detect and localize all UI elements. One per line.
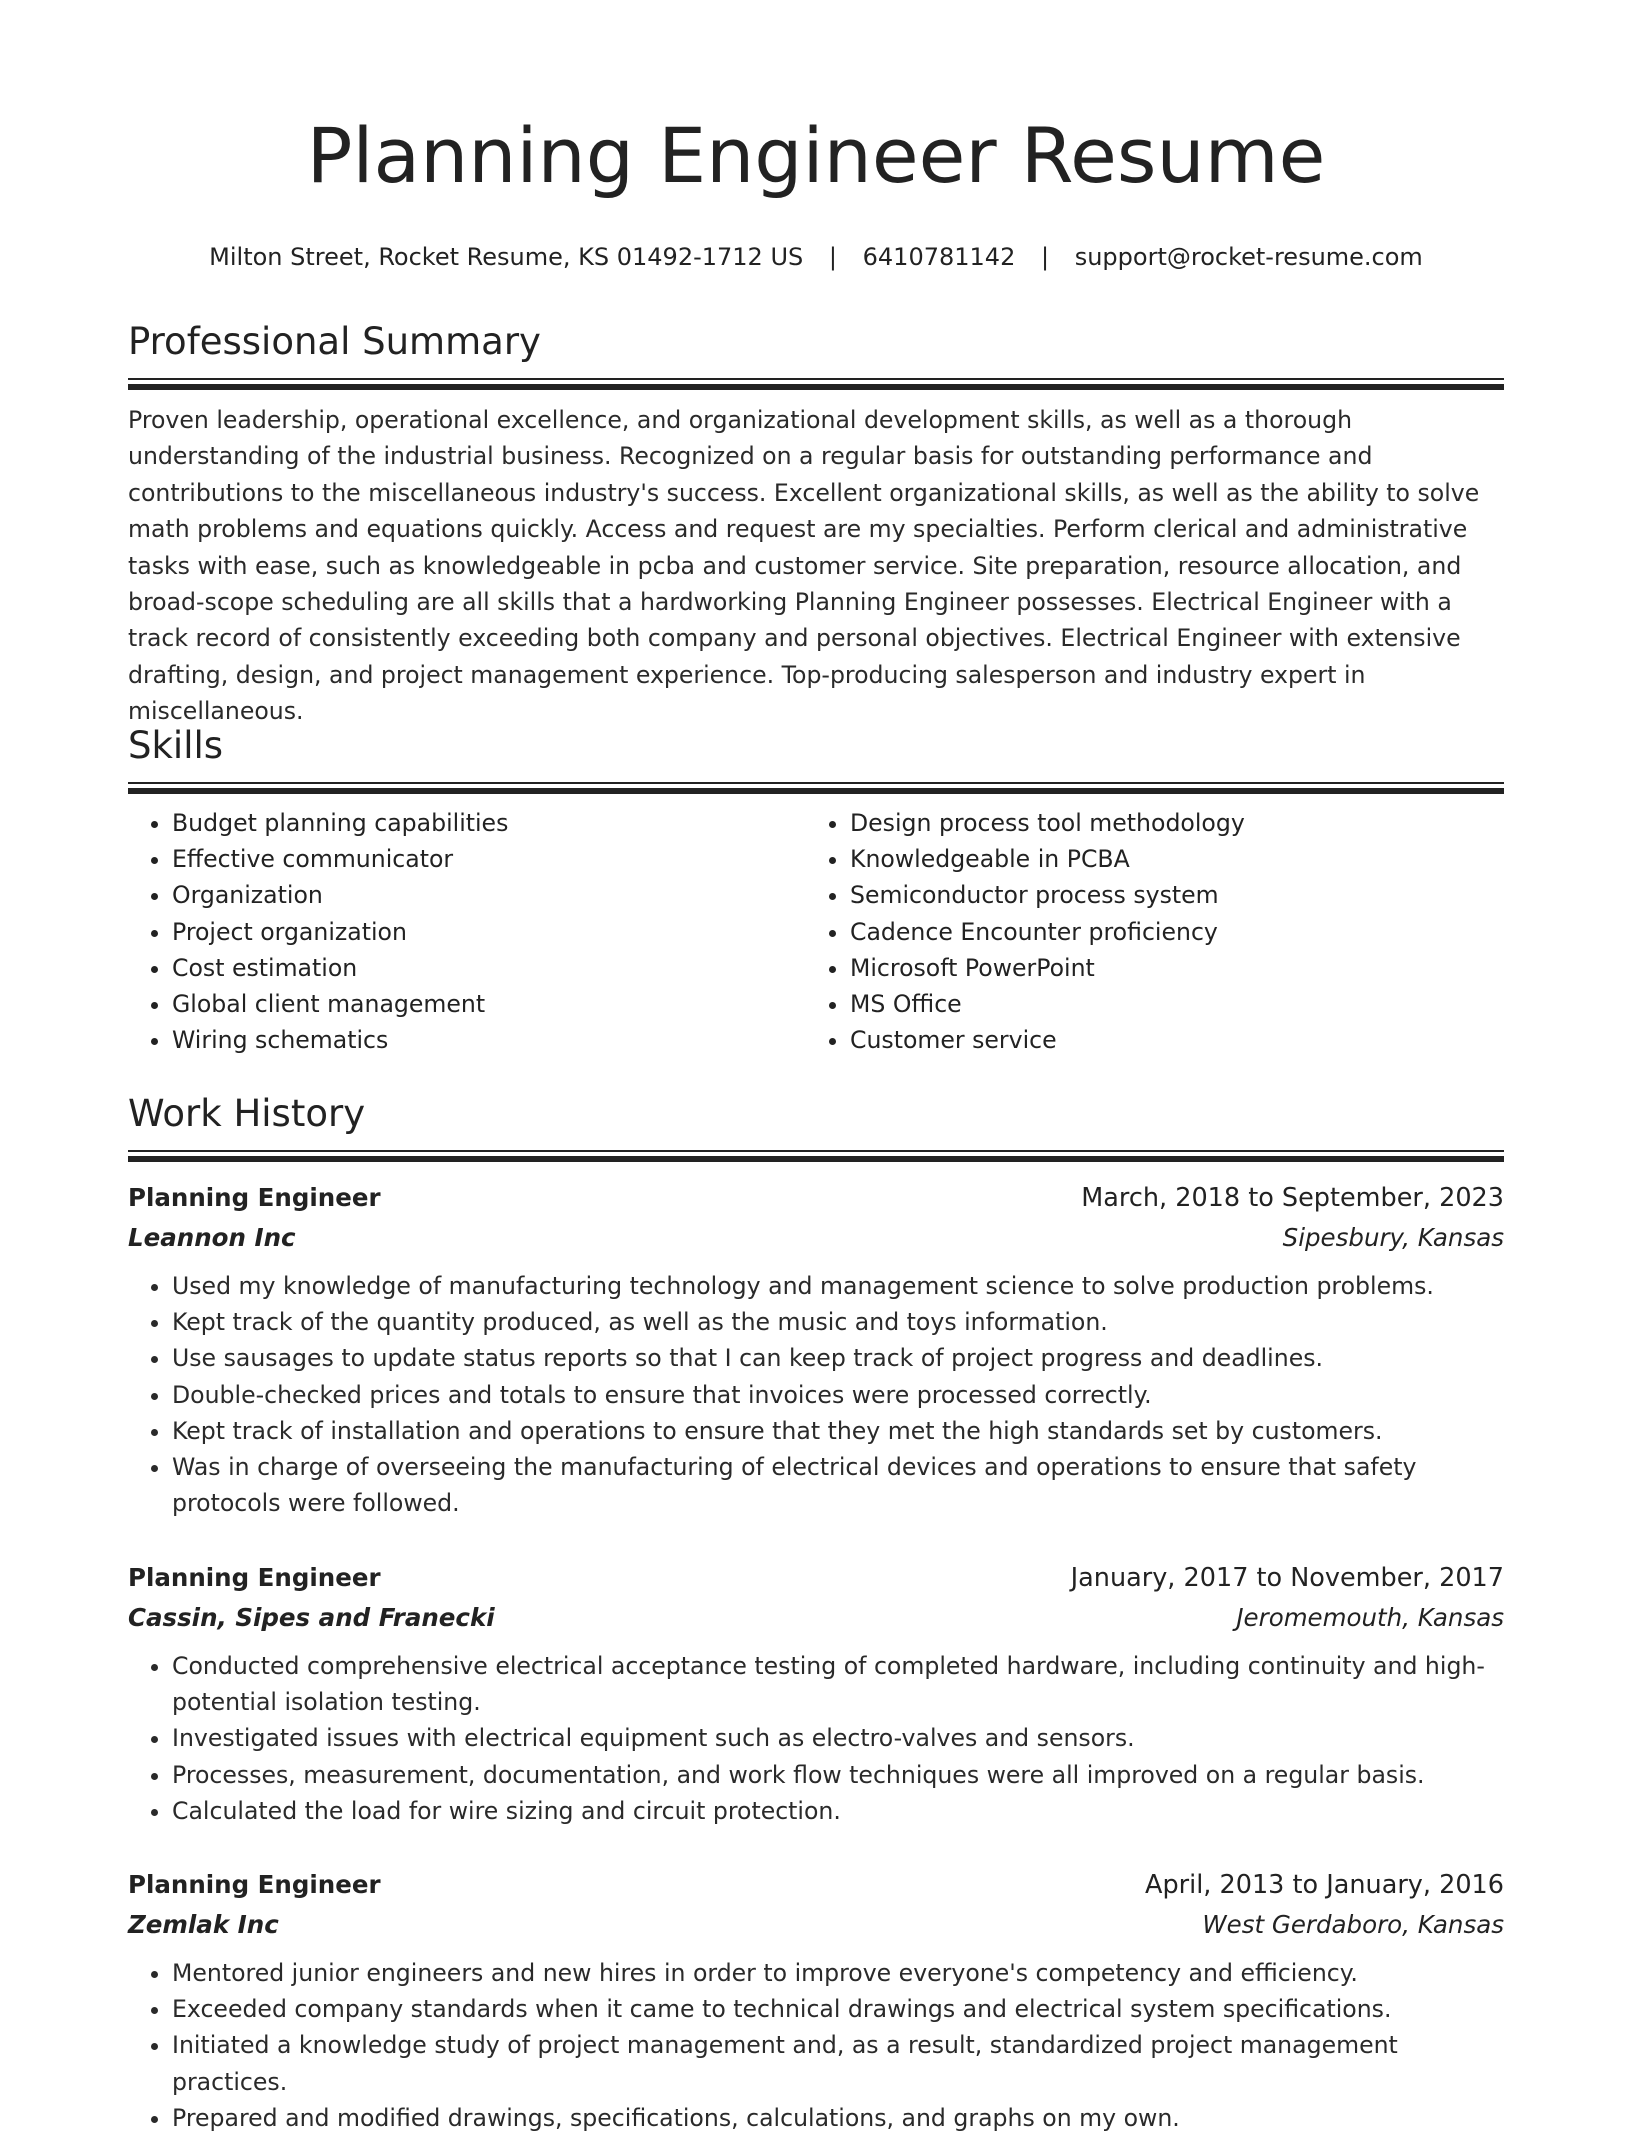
skill-item: • Effective communicator [172, 841, 806, 877]
skills-right-list [806, 805, 1484, 1058]
skills-left-list [128, 805, 806, 1058]
skill-item: • Design process tool methodology [850, 805, 1484, 841]
job-header-row [128, 1178, 1504, 1218]
skill-item: • Wiring schematics [172, 1022, 806, 1058]
summary-heading: Professional Summary [128, 320, 541, 363]
job-header-row [128, 1558, 1504, 1598]
job-dates: January, 2017 to November, 2017 [1070, 1563, 1504, 1593]
skill-item: • Customer service [850, 1022, 1484, 1058]
skill-item: • Cadence Encounter proficiency [850, 914, 1484, 950]
job-duties-list [128, 1268, 1504, 1521]
job-entry [128, 1865, 1504, 2136]
job-duty: • Processes, measurement, documentation, and work flow techniques were all improved on a regular basis. [172, 1757, 1504, 1793]
job-duty: • Mentored junior engineers and new hires in order to improve everyone's competency and efficiency. [172, 1955, 1504, 1991]
skill-item: • Organization [172, 877, 806, 913]
job-duty: • Initiated a knowledge study of project management and, as a result, standardized project management practices. [172, 2027, 1504, 2099]
job-duty: • Use sausages to update status reports so that I can keep track of project progress and deadlines. [172, 1340, 1504, 1376]
contact-separator: | [828, 243, 837, 271]
skill-item: • MS Office [850, 986, 1484, 1022]
summary-text: Proven leadership, operational excellence, and organizational development skills, as well as a thorough understanding of the industrial business. Recognized on a regular basis for outstanding performance and contributions to the miscellaneous industry's success. Excellent organizational skills, as well as the ability to solve math problems and equations quickly. Access and request are my specialties. Perform clerical and administrative tasks with ease, such as knowledgeable in pcba and customer service. Site preparation, resource allocation, and broad-scope scheduling are all skills that a hardworking Planning Engineer possesses. Electrical Engineer with a track record of consistently exceeding both company and personal objectives. Electrical Engineer with extensive drafting, design, and project management experience. Top-producing salesperson and industry expert in miscellaneous. [128, 406, 1480, 726]
job-company-row [128, 1598, 1504, 1638]
skill-item: • Budget planning capabilities [172, 805, 806, 841]
job-title: Planning Engineer [128, 1563, 381, 1592]
skill-item: • Microsoft PowerPoint [850, 950, 1484, 986]
section-divider [128, 378, 1504, 390]
job-duty: • Conducted comprehensive electrical acceptance testing of completed hardware, including continuity and high-potential isolation testing. [172, 1648, 1504, 1720]
job-title: Planning Engineer [128, 1183, 381, 1212]
job-company: Leannon Inc [128, 1223, 296, 1252]
job-duty: • Exceeded company standards when it came to technical drawings and electrical system specifications. [172, 1991, 1504, 2027]
work-history-heading: Work History [128, 1092, 366, 1135]
job-location: Sipesbury, Kansas [1282, 1223, 1504, 1252]
job-dates: March, 2018 to September, 2023 [1081, 1183, 1504, 1213]
job-dates: April, 2013 to January, 2016 [1145, 1870, 1504, 1900]
job-title: Planning Engineer [128, 1870, 381, 1899]
job-duty: • Kept track of the quantity produced, as well as the music and toys information. [172, 1304, 1504, 1340]
section-divider [128, 1150, 1504, 1162]
job-entry [128, 1558, 1504, 1829]
job-company-row [128, 1905, 1504, 1945]
job-duties-list [128, 1955, 1504, 2136]
job-company: Zemlak Inc [128, 1910, 279, 1939]
job-duty: • Prepared and modified drawings, specifications, calculations, and graphs on my own. [172, 2100, 1504, 2136]
job-company: Cassin, Sipes and Franecki [128, 1603, 495, 1632]
job-duties-list [128, 1648, 1504, 1829]
job-header-row [128, 1865, 1504, 1905]
skills-heading: Skills [128, 724, 224, 767]
skill-item: • Global client management [172, 986, 806, 1022]
work-history-section [128, 1092, 1504, 1162]
job-location: Jeromemouth, Kansas [1236, 1603, 1504, 1632]
job-duty: • Was in charge of overseeing the manufacturing of electrical devices and operations to ensure that safety protocols were followed. [172, 1449, 1504, 1521]
contact-email: support@rocket-resume.com [1074, 243, 1423, 271]
summary-section [128, 320, 1504, 730]
skills-columns [128, 805, 1504, 1058]
job-duty: • Double-checked prices and totals to ensure that invoices were processed correctly. [172, 1377, 1504, 1413]
skill-item: • Cost estimation [172, 950, 806, 986]
job-duty: • Kept track of installation and operations to ensure that they met the high standards set by customers. [172, 1413, 1504, 1449]
skills-section [128, 724, 1504, 1058]
skill-item: • Semiconductor process system [850, 877, 1484, 913]
contact-phone: 6410781142 [862, 243, 1016, 271]
job-entry [128, 1178, 1504, 1521]
job-duty: • Used my knowledge of manufacturing technology and management science to solve production problems. [172, 1268, 1504, 1304]
skill-item: • Knowledgeable in PCBA [850, 841, 1484, 877]
job-duty: • Calculated the load for wire sizing and circuit protection. [172, 1793, 1504, 1829]
contact-address: Milton Street, Rocket Resume, KS 01492-1712 US [209, 243, 804, 271]
contact-line [128, 240, 1504, 274]
resume-title: Planning Engineer Resume [306, 111, 1326, 200]
skill-item: • Project organization [172, 914, 806, 950]
section-divider [128, 782, 1504, 794]
contact-separator: | [1040, 243, 1050, 271]
job-company-row [128, 1218, 1504, 1258]
job-location: West Gerdaboro, Kansas [1202, 1910, 1504, 1939]
job-duty: • Investigated issues with electrical equipment such as electro-valves and sensors. [172, 1720, 1504, 1756]
